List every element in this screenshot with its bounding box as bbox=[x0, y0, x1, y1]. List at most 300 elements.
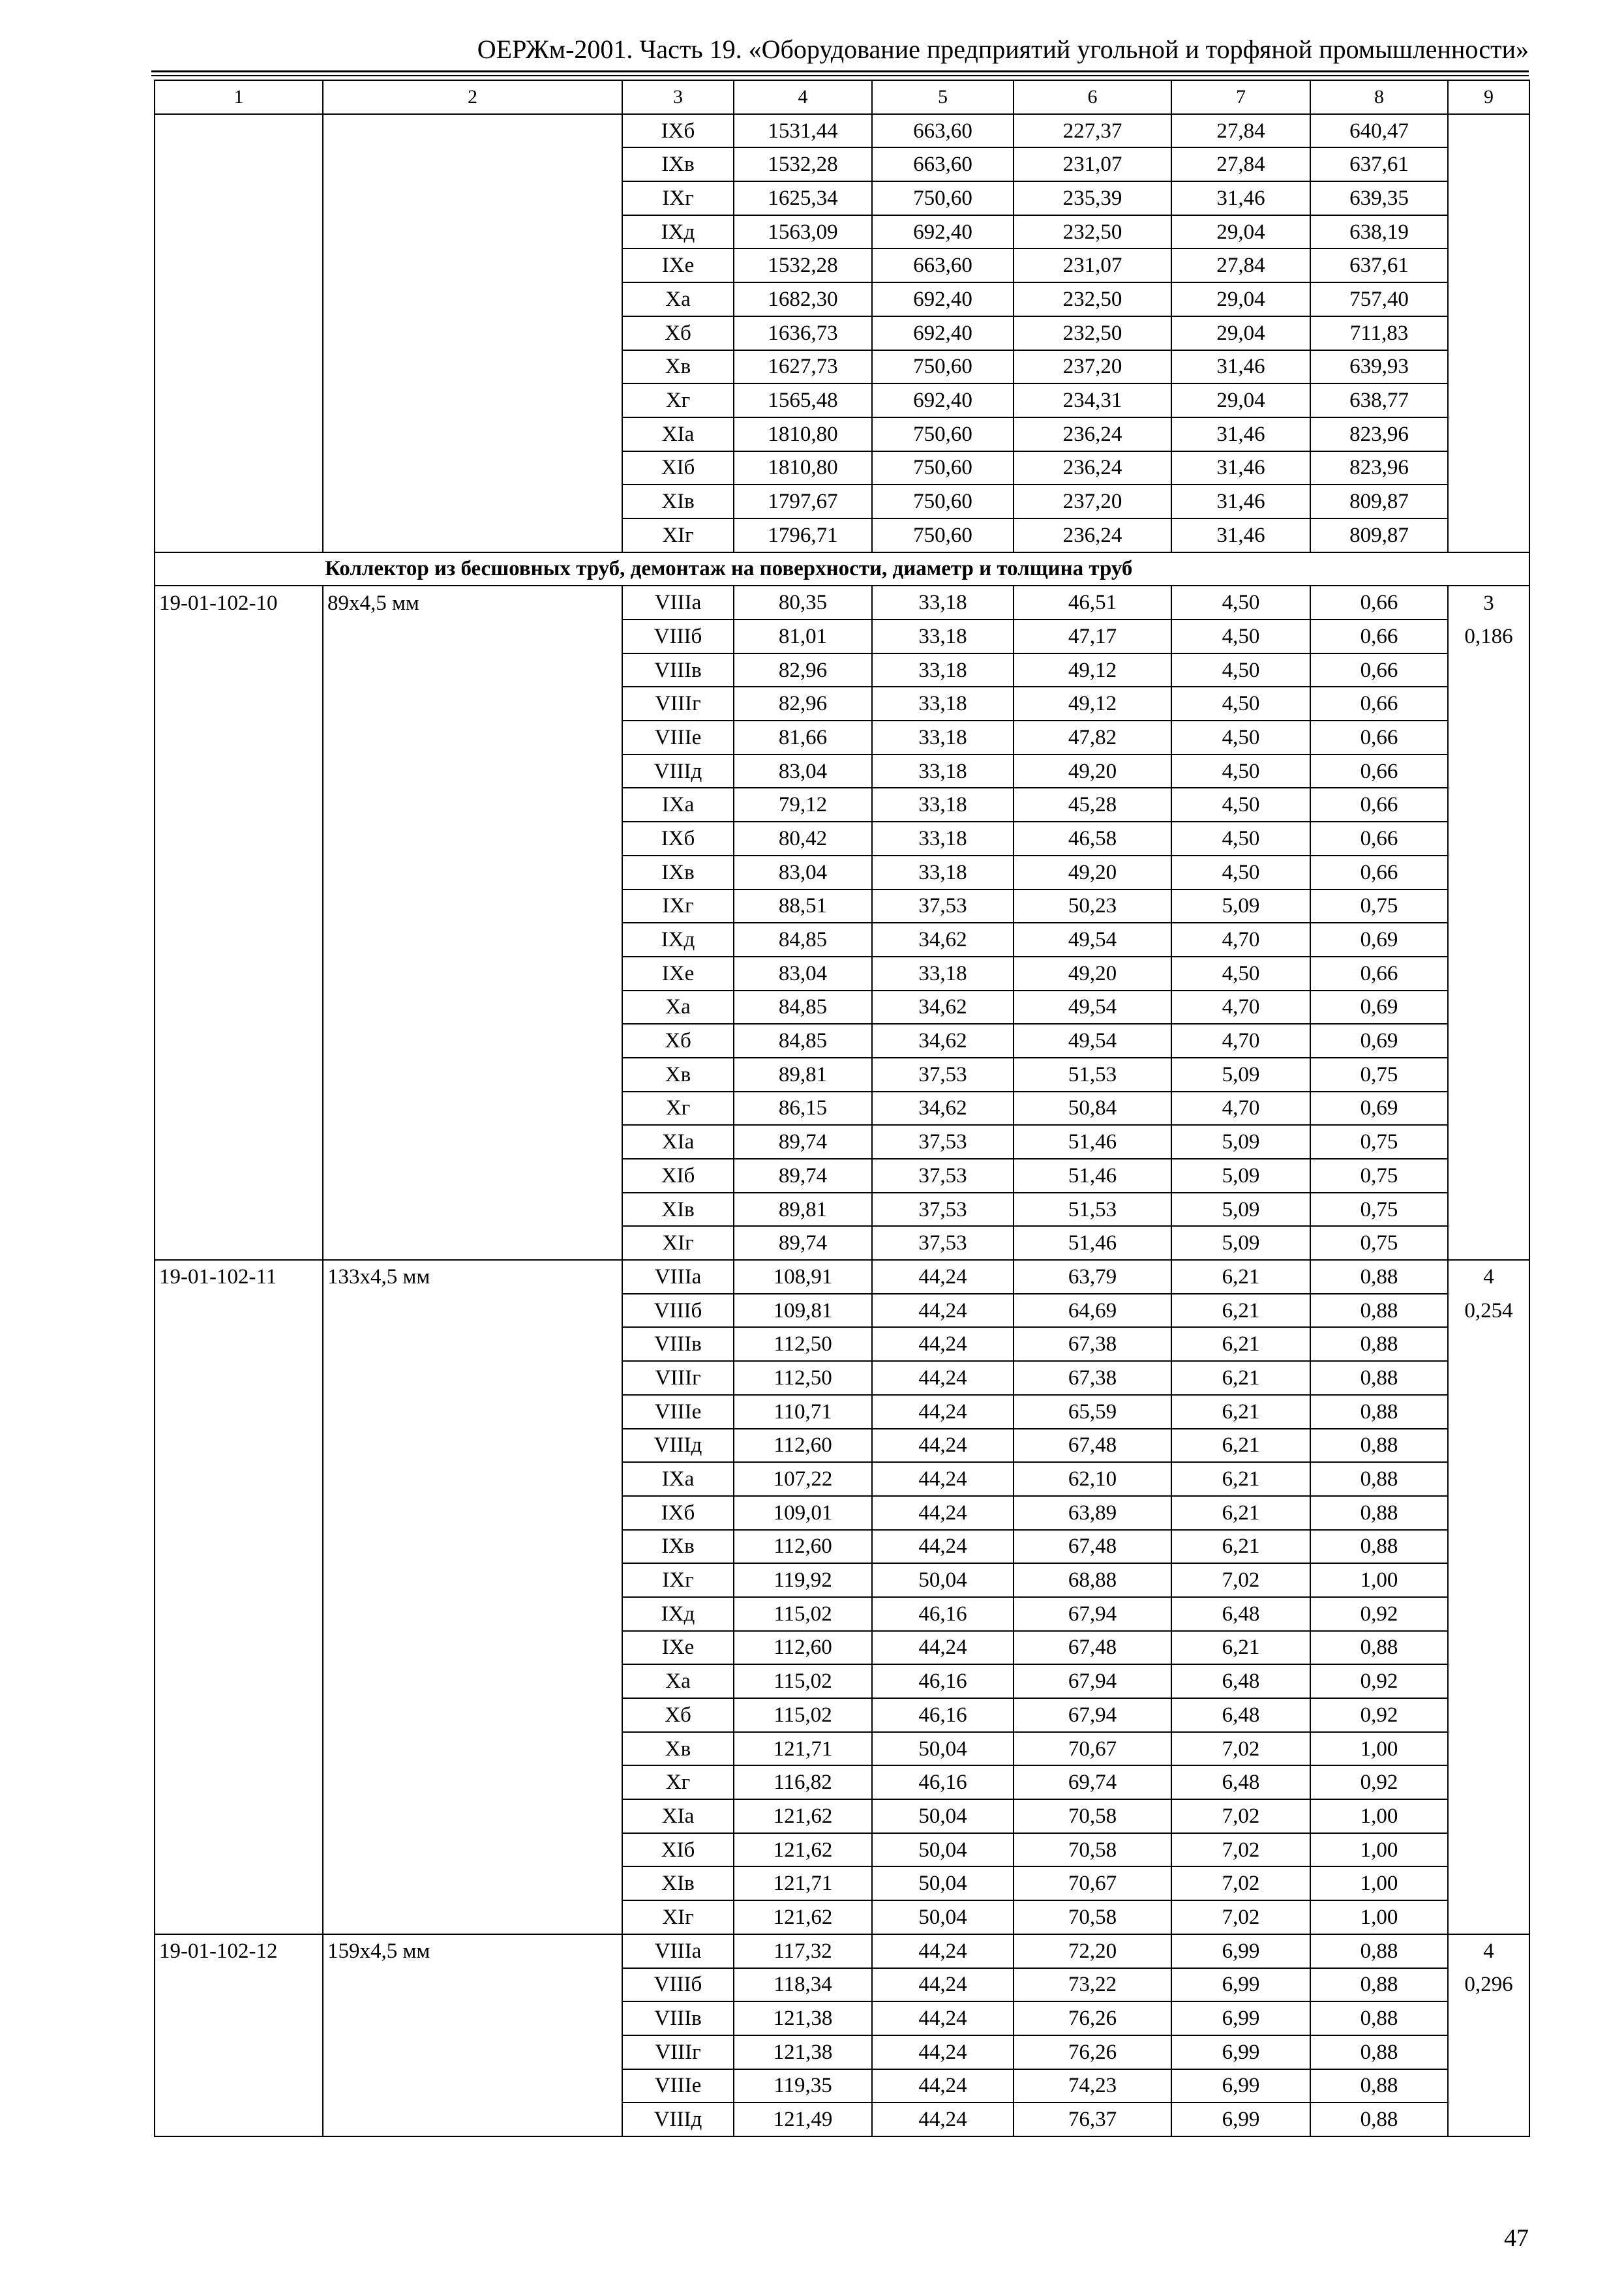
materials-cell: 0,69 bbox=[1310, 923, 1448, 957]
machines-cell: 67,48 bbox=[1014, 1429, 1171, 1463]
operator-wages-cell: 29,04 bbox=[1171, 383, 1310, 417]
machines-cell: 49,20 bbox=[1014, 755, 1171, 788]
wages-cell: 50,04 bbox=[872, 1833, 1014, 1867]
code-cell bbox=[155, 1159, 323, 1193]
wages-cell: 37,53 bbox=[872, 1193, 1014, 1227]
code-cell bbox=[155, 788, 323, 822]
class-cell: IXб bbox=[622, 114, 734, 148]
materials-cell: 0,69 bbox=[1310, 1092, 1448, 1126]
unit-cell bbox=[1448, 114, 1529, 148]
operator-wages-cell: 6,48 bbox=[1171, 1765, 1310, 1799]
code-cell bbox=[155, 1968, 323, 2002]
operator-wages-cell: 7,02 bbox=[1171, 1900, 1310, 1934]
materials-cell: 1,00 bbox=[1310, 1833, 1448, 1867]
name-cell bbox=[323, 282, 622, 316]
wages-cell: 44,24 bbox=[872, 1496, 1014, 1530]
table-row bbox=[155, 957, 1529, 991]
table-row bbox=[155, 586, 1529, 620]
unit-cell bbox=[1448, 350, 1529, 384]
code-cell bbox=[155, 1226, 323, 1260]
operator-wages-cell: 31,46 bbox=[1171, 181, 1310, 215]
materials-cell: 0,88 bbox=[1310, 1530, 1448, 1564]
wages-cell: 50,04 bbox=[872, 1732, 1014, 1766]
unit-cell bbox=[1448, 248, 1529, 282]
section-title-row bbox=[155, 552, 1529, 586]
name-cell bbox=[323, 620, 622, 653]
wages-cell: 750,60 bbox=[872, 417, 1014, 451]
materials-cell: 0,88 bbox=[1310, 1294, 1448, 1328]
unit-cell bbox=[1448, 282, 1529, 316]
class-cell: VIIIа bbox=[622, 1934, 734, 1968]
operator-wages-cell: 27,84 bbox=[1171, 114, 1310, 148]
unit-cell bbox=[1448, 518, 1529, 552]
class-cell: Xа bbox=[622, 1664, 734, 1698]
unit-cell bbox=[1448, 316, 1529, 350]
materials-cell: 0,88 bbox=[1310, 1395, 1448, 1429]
code-cell: 19-01-102-12 bbox=[155, 1934, 323, 1968]
table-row bbox=[155, 1866, 1529, 1900]
materials-cell: 0,92 bbox=[1310, 1597, 1448, 1631]
machines-cell: 237,20 bbox=[1014, 350, 1171, 384]
class-cell: Xг bbox=[622, 1765, 734, 1799]
operator-wages-cell: 31,46 bbox=[1171, 518, 1310, 552]
name-cell bbox=[323, 653, 622, 687]
operator-wages-cell: 6,21 bbox=[1171, 1395, 1310, 1429]
class-cell: Xв bbox=[622, 1732, 734, 1766]
name-cell bbox=[323, 2102, 622, 2136]
name-cell bbox=[323, 1597, 622, 1631]
class-cell: IXг bbox=[622, 1563, 734, 1597]
operator-wages-cell: 31,46 bbox=[1171, 451, 1310, 485]
code-cell bbox=[155, 1395, 323, 1429]
code-cell bbox=[155, 1462, 323, 1496]
code-cell bbox=[155, 1361, 323, 1395]
table-row bbox=[155, 2001, 1529, 2035]
operator-wages-cell: 4,50 bbox=[1171, 755, 1310, 788]
materials-cell: 0,88 bbox=[1310, 1429, 1448, 1463]
table-row bbox=[155, 282, 1529, 316]
direct-cost-cell: 1636,73 bbox=[734, 316, 872, 350]
operator-wages-cell: 7,02 bbox=[1171, 1799, 1310, 1833]
class-cell: XIа bbox=[622, 1125, 734, 1159]
wages-cell: 33,18 bbox=[872, 586, 1014, 620]
direct-cost-cell: 89,81 bbox=[734, 1193, 872, 1227]
direct-cost-cell: 121,38 bbox=[734, 2001, 872, 2035]
class-cell: XIб bbox=[622, 451, 734, 485]
operator-wages-cell: 6,21 bbox=[1171, 1327, 1310, 1361]
materials-cell: 0,66 bbox=[1310, 721, 1448, 755]
direct-cost-cell: 89,74 bbox=[734, 1125, 872, 1159]
unit-cell bbox=[1448, 822, 1529, 856]
materials-cell: 0,66 bbox=[1310, 856, 1448, 890]
code-cell bbox=[155, 2102, 323, 2136]
code-cell bbox=[155, 114, 323, 148]
class-cell: IXа bbox=[622, 788, 734, 822]
table-row bbox=[155, 451, 1529, 485]
direct-cost-cell: 89,74 bbox=[734, 1159, 872, 1193]
direct-cost-cell: 1532,28 bbox=[734, 248, 872, 282]
table-row bbox=[155, 1631, 1529, 1665]
name-cell bbox=[323, 755, 622, 788]
unit-cell bbox=[1448, 1563, 1529, 1597]
unit-cell bbox=[1448, 788, 1529, 822]
machines-cell: 51,53 bbox=[1014, 1058, 1171, 1092]
table-row bbox=[155, 1327, 1529, 1361]
table-row bbox=[155, 1968, 1529, 2002]
materials-cell: 640,47 bbox=[1310, 114, 1448, 148]
name-cell bbox=[323, 1395, 622, 1429]
materials-cell: 823,96 bbox=[1310, 451, 1448, 485]
class-cell: XIа bbox=[622, 417, 734, 451]
materials-cell: 0,66 bbox=[1310, 687, 1448, 721]
class-cell: XIг bbox=[622, 1900, 734, 1934]
wages-cell: 750,60 bbox=[872, 485, 1014, 518]
machines-cell: 69,74 bbox=[1014, 1765, 1171, 1799]
code-cell bbox=[155, 383, 323, 417]
operator-wages-cell: 6,21 bbox=[1171, 1294, 1310, 1328]
name-cell bbox=[323, 1193, 622, 1227]
machines-cell: 45,28 bbox=[1014, 788, 1171, 822]
unit-cell bbox=[1448, 1226, 1529, 1260]
unit-cell bbox=[1448, 1496, 1529, 1530]
machines-cell: 67,38 bbox=[1014, 1361, 1171, 1395]
name-cell bbox=[323, 1698, 622, 1732]
class-cell: VIIIб bbox=[622, 620, 734, 653]
materials-cell: 638,19 bbox=[1310, 215, 1448, 249]
section-title: Коллектор из бесшовных труб, демонтаж на поверхности, диаметр и толщина труб bbox=[155, 552, 1529, 586]
name-cell bbox=[323, 1900, 622, 1934]
materials-cell: 1,00 bbox=[1310, 1900, 1448, 1934]
operator-wages-cell: 27,84 bbox=[1171, 248, 1310, 282]
wages-cell: 44,24 bbox=[872, 1361, 1014, 1395]
table-row bbox=[155, 1833, 1529, 1867]
class-cell: IXе bbox=[622, 1631, 734, 1665]
wages-cell: 750,60 bbox=[872, 350, 1014, 384]
wages-cell: 50,04 bbox=[872, 1563, 1014, 1597]
machines-cell: 68,88 bbox=[1014, 1563, 1171, 1597]
table-row bbox=[155, 687, 1529, 721]
table-row bbox=[155, 1462, 1529, 1496]
column-number-cell: 2 bbox=[323, 80, 622, 114]
table-row bbox=[155, 890, 1529, 923]
wages-cell: 34,62 bbox=[872, 923, 1014, 957]
class-cell: XIв bbox=[622, 1866, 734, 1900]
name-cell bbox=[323, 1799, 622, 1833]
wages-cell: 44,24 bbox=[872, 1462, 1014, 1496]
materials-cell: 1,00 bbox=[1310, 1732, 1448, 1766]
code-cell bbox=[155, 687, 323, 721]
wages-cell: 50,04 bbox=[872, 1799, 1014, 1833]
wages-cell: 33,18 bbox=[872, 788, 1014, 822]
machines-cell: 70,58 bbox=[1014, 1833, 1171, 1867]
machines-cell: 235,39 bbox=[1014, 181, 1171, 215]
class-cell: VIIIг bbox=[622, 687, 734, 721]
unit-cell bbox=[1448, 2069, 1529, 2103]
machines-cell: 76,26 bbox=[1014, 2035, 1171, 2069]
machines-cell: 67,48 bbox=[1014, 1631, 1171, 1665]
unit-cell bbox=[1448, 1900, 1529, 1934]
table-row bbox=[155, 383, 1529, 417]
direct-cost-cell: 108,91 bbox=[734, 1260, 872, 1294]
code-cell bbox=[155, 2069, 323, 2103]
name-cell bbox=[323, 1226, 622, 1260]
operator-wages-cell: 5,09 bbox=[1171, 1193, 1310, 1227]
name-cell bbox=[323, 1125, 622, 1159]
machines-cell: 51,53 bbox=[1014, 1193, 1171, 1227]
materials-cell: 639,93 bbox=[1310, 350, 1448, 384]
operator-wages-cell: 7,02 bbox=[1171, 1833, 1310, 1867]
class-cell: XIг bbox=[622, 518, 734, 552]
direct-cost-cell: 83,04 bbox=[734, 755, 872, 788]
table-row bbox=[155, 114, 1529, 148]
operator-wages-cell: 4,50 bbox=[1171, 620, 1310, 653]
column-number-cell: 1 bbox=[155, 80, 323, 114]
class-cell: VIIIг bbox=[622, 2035, 734, 2069]
name-cell bbox=[323, 957, 622, 991]
wages-cell: 33,18 bbox=[872, 957, 1014, 991]
code-cell bbox=[155, 350, 323, 384]
machines-cell: 67,94 bbox=[1014, 1698, 1171, 1732]
class-cell: IXв bbox=[622, 1530, 734, 1564]
operator-wages-cell: 6,48 bbox=[1171, 1698, 1310, 1732]
class-cell: XIа bbox=[622, 1799, 734, 1833]
code-cell: 19-01-102-11 bbox=[155, 1260, 323, 1294]
name-cell bbox=[323, 1327, 622, 1361]
class-cell: VIIIе bbox=[622, 1395, 734, 1429]
wages-cell: 44,24 bbox=[872, 1260, 1014, 1294]
direct-cost-cell: 107,22 bbox=[734, 1462, 872, 1496]
name-cell bbox=[323, 1092, 622, 1126]
name-cell bbox=[323, 1866, 622, 1900]
direct-cost-cell: 109,01 bbox=[734, 1496, 872, 1530]
unit-cell bbox=[1448, 1024, 1529, 1058]
code-cell bbox=[155, 1900, 323, 1934]
class-cell: VIIIд bbox=[622, 2102, 734, 2136]
code-cell bbox=[155, 1429, 323, 1463]
table-row bbox=[155, 316, 1529, 350]
name-cell bbox=[323, 1664, 622, 1698]
column-number-cell: 7 bbox=[1171, 80, 1310, 114]
name-cell bbox=[323, 1462, 622, 1496]
machines-cell: 234,31 bbox=[1014, 383, 1171, 417]
wages-cell: 33,18 bbox=[872, 653, 1014, 687]
code-cell bbox=[155, 620, 323, 653]
materials-cell: 0,88 bbox=[1310, 2035, 1448, 2069]
materials-cell: 1,00 bbox=[1310, 1799, 1448, 1833]
class-cell: IXе bbox=[622, 248, 734, 282]
materials-cell: 0,88 bbox=[1310, 1968, 1448, 2002]
machines-cell: 49,20 bbox=[1014, 856, 1171, 890]
wages-cell: 34,62 bbox=[872, 1024, 1014, 1058]
name-cell bbox=[323, 1159, 622, 1193]
name-cell bbox=[323, 1530, 622, 1564]
materials-cell: 0,75 bbox=[1310, 1058, 1448, 1092]
table-row bbox=[155, 1092, 1529, 1126]
machines-cell: 232,50 bbox=[1014, 215, 1171, 249]
machines-cell: 46,51 bbox=[1014, 586, 1171, 620]
table-row bbox=[155, 991, 1529, 1025]
name-cell bbox=[323, 687, 622, 721]
operator-wages-cell: 31,46 bbox=[1171, 485, 1310, 518]
unit-cell bbox=[1448, 1361, 1529, 1395]
header-rule bbox=[151, 70, 1529, 72]
code-cell bbox=[155, 1327, 323, 1361]
table-row bbox=[155, 755, 1529, 788]
name-cell bbox=[323, 350, 622, 384]
code-cell bbox=[155, 1631, 323, 1665]
name-cell bbox=[323, 451, 622, 485]
name-cell bbox=[323, 2069, 622, 2103]
class-cell: IXг bbox=[622, 890, 734, 923]
class-cell: IXе bbox=[622, 957, 734, 991]
name-cell bbox=[323, 1024, 622, 1058]
header-rule-thin bbox=[151, 75, 1529, 76]
unit-cell bbox=[1448, 1866, 1529, 1900]
materials-cell: 0,66 bbox=[1310, 788, 1448, 822]
operator-wages-cell: 4,50 bbox=[1171, 721, 1310, 755]
table-row bbox=[155, 1058, 1529, 1092]
name-cell bbox=[323, 822, 622, 856]
direct-cost-cell: 1627,73 bbox=[734, 350, 872, 384]
unit-cell bbox=[1448, 485, 1529, 518]
class-cell: VIIIб bbox=[622, 1968, 734, 2002]
class-cell: IXа bbox=[622, 1462, 734, 1496]
unit-cell bbox=[1448, 1664, 1529, 1698]
class-cell: IXд bbox=[622, 215, 734, 249]
machines-cell: 232,50 bbox=[1014, 316, 1171, 350]
name-cell bbox=[323, 856, 622, 890]
direct-cost-cell: 84,85 bbox=[734, 923, 872, 957]
table-row bbox=[155, 1226, 1529, 1260]
direct-cost-cell: 80,42 bbox=[734, 822, 872, 856]
name-cell bbox=[323, 2035, 622, 2069]
machines-cell: 232,50 bbox=[1014, 282, 1171, 316]
unit-cell bbox=[1448, 653, 1529, 687]
unit-cell bbox=[1448, 957, 1529, 991]
code-cell bbox=[155, 2001, 323, 2035]
machines-cell: 76,26 bbox=[1014, 2001, 1171, 2035]
page-number: 47 bbox=[1504, 2224, 1529, 2252]
wages-cell: 44,24 bbox=[872, 1327, 1014, 1361]
operator-wages-cell: 4,50 bbox=[1171, 586, 1310, 620]
table-row bbox=[155, 1530, 1529, 1564]
unit-cell bbox=[1448, 1833, 1529, 1867]
machines-cell: 236,24 bbox=[1014, 518, 1171, 552]
direct-cost-cell: 115,02 bbox=[734, 1664, 872, 1698]
machines-cell: 51,46 bbox=[1014, 1125, 1171, 1159]
name-cell bbox=[323, 1294, 622, 1328]
machines-cell: 67,94 bbox=[1014, 1664, 1171, 1698]
operator-wages-cell: 5,09 bbox=[1171, 1159, 1310, 1193]
wages-cell: 37,53 bbox=[872, 1226, 1014, 1260]
operator-wages-cell: 6,21 bbox=[1171, 1530, 1310, 1564]
table-row bbox=[155, 1563, 1529, 1597]
direct-cost-cell: 88,51 bbox=[734, 890, 872, 923]
wages-cell: 750,60 bbox=[872, 451, 1014, 485]
name-cell: 159х4,5 мм bbox=[323, 1934, 622, 1968]
wages-cell: 46,16 bbox=[872, 1664, 1014, 1698]
machines-cell: 67,38 bbox=[1014, 1327, 1171, 1361]
unit-cell bbox=[1448, 1058, 1529, 1092]
unit-cell: 0,296 bbox=[1448, 1968, 1529, 2002]
table-row bbox=[155, 248, 1529, 282]
operator-wages-cell: 6,21 bbox=[1171, 1361, 1310, 1395]
direct-cost-cell: 80,35 bbox=[734, 586, 872, 620]
direct-cost-cell: 82,96 bbox=[734, 653, 872, 687]
table-row bbox=[155, 721, 1529, 755]
table-row bbox=[155, 1732, 1529, 1766]
code-cell bbox=[155, 1530, 323, 1564]
rates-table bbox=[154, 80, 1530, 2137]
table-row bbox=[155, 1260, 1529, 1294]
unit-cell bbox=[1448, 1799, 1529, 1833]
unit-cell: 0,254 bbox=[1448, 1294, 1529, 1328]
class-cell: Xа bbox=[622, 282, 734, 316]
materials-cell: 0,88 bbox=[1310, 2001, 1448, 2035]
running-header: ОЕРЖм-2001. Часть 19. «Оборудование предприятий угольной и торфяной промышленности» bbox=[477, 35, 1529, 64]
class-cell: VIIIе bbox=[622, 2069, 734, 2103]
direct-cost-cell: 83,04 bbox=[734, 856, 872, 890]
operator-wages-cell: 7,02 bbox=[1171, 1563, 1310, 1597]
table-row bbox=[155, 1361, 1529, 1395]
direct-cost-cell: 119,92 bbox=[734, 1563, 872, 1597]
column-number-cell: 9 bbox=[1448, 80, 1529, 114]
name-cell bbox=[323, 114, 622, 148]
wages-cell: 663,60 bbox=[872, 147, 1014, 181]
column-number-cell: 3 bbox=[622, 80, 734, 114]
name-cell bbox=[323, 316, 622, 350]
operator-wages-cell: 6,99 bbox=[1171, 1934, 1310, 1968]
table-row bbox=[155, 1159, 1529, 1193]
machines-cell: 67,94 bbox=[1014, 1597, 1171, 1631]
table-row bbox=[155, 1765, 1529, 1799]
operator-wages-cell: 6,99 bbox=[1171, 2069, 1310, 2103]
wages-cell: 44,24 bbox=[872, 1968, 1014, 2002]
operator-wages-cell: 6,48 bbox=[1171, 1597, 1310, 1631]
class-cell: VIIIв bbox=[622, 653, 734, 687]
code-cell bbox=[155, 1765, 323, 1799]
unit-cell: 0,186 bbox=[1448, 620, 1529, 653]
machines-cell: 47,17 bbox=[1014, 620, 1171, 653]
code-cell bbox=[155, 1294, 323, 1328]
wages-cell: 46,16 bbox=[872, 1698, 1014, 1732]
operator-wages-cell: 7,02 bbox=[1171, 1866, 1310, 1900]
code-cell bbox=[155, 1058, 323, 1092]
unit-cell bbox=[1448, 991, 1529, 1025]
unit-cell bbox=[1448, 1429, 1529, 1463]
direct-cost-cell: 118,34 bbox=[734, 1968, 872, 2002]
materials-cell: 0,88 bbox=[1310, 1361, 1448, 1395]
materials-cell: 0,88 bbox=[1310, 2069, 1448, 2103]
unit-cell: 3 bbox=[1448, 586, 1529, 620]
class-cell: IXв bbox=[622, 856, 734, 890]
name-cell bbox=[323, 1563, 622, 1597]
machines-cell: 49,54 bbox=[1014, 923, 1171, 957]
table-row bbox=[155, 518, 1529, 552]
wages-cell: 37,53 bbox=[872, 1058, 1014, 1092]
code-cell bbox=[155, 1496, 323, 1530]
table-row bbox=[155, 822, 1529, 856]
table-row bbox=[155, 1799, 1529, 1833]
code-cell bbox=[155, 451, 323, 485]
operator-wages-cell: 6,21 bbox=[1171, 1260, 1310, 1294]
materials-cell: 0,66 bbox=[1310, 620, 1448, 653]
direct-cost-cell: 121,71 bbox=[734, 1866, 872, 1900]
name-cell bbox=[323, 485, 622, 518]
class-cell: VIIIд bbox=[622, 1429, 734, 1463]
wages-cell: 44,24 bbox=[872, 2001, 1014, 2035]
machines-cell: 62,10 bbox=[1014, 1462, 1171, 1496]
